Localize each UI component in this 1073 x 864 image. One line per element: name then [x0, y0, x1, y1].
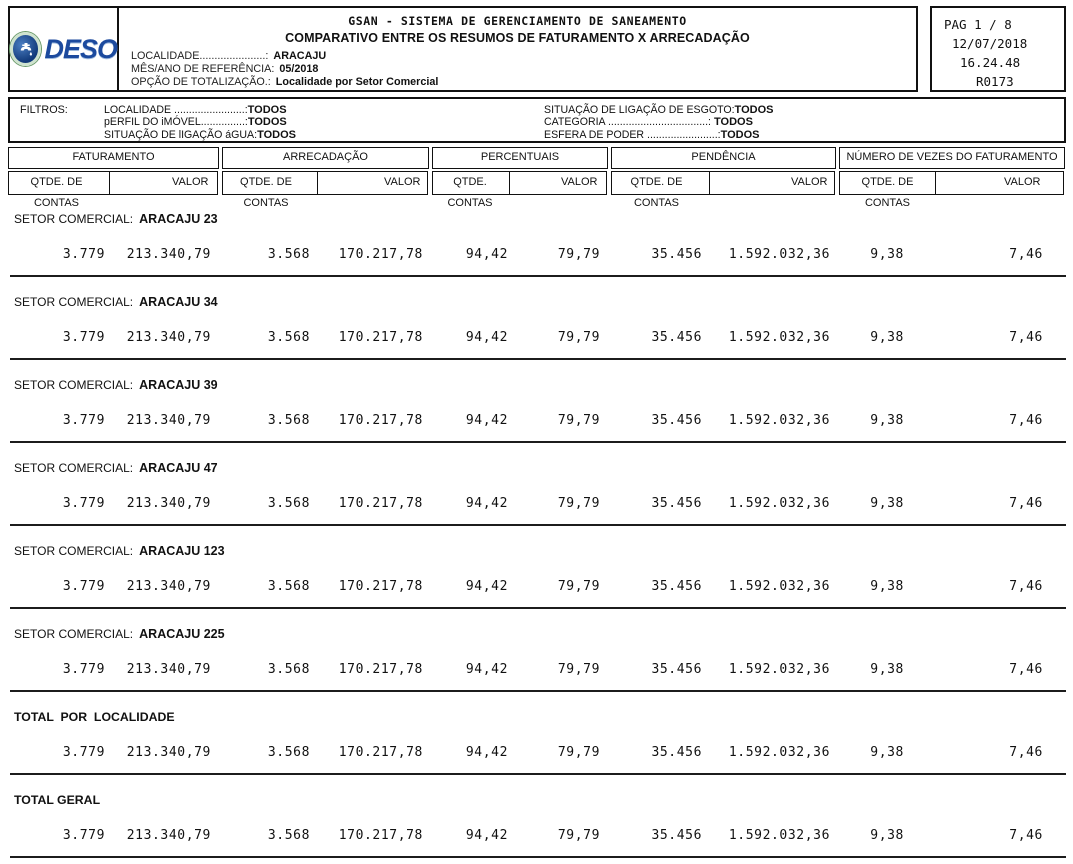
value-cell: 1.592.032,36 — [728, 413, 830, 428]
report-info-line — [131, 76, 916, 89]
column-group-title: FATURAMENTO — [8, 147, 219, 169]
section-divider — [10, 856, 1066, 858]
value-cell: 1.592.032,36 — [728, 745, 830, 760]
section-name: ARACAJU 225 — [139, 627, 225, 641]
value-cell: 3.568 — [267, 247, 310, 262]
filter-line — [544, 116, 1064, 128]
value-cell: 94,42 — [465, 828, 508, 843]
column-header-valor: VALOR — [317, 171, 428, 195]
filters-title: FILTROS: — [20, 104, 68, 116]
value-cell: 213.340,79 — [126, 828, 211, 843]
section-name: ARACAJU 47 — [139, 461, 218, 475]
value-cell: 79,79 — [557, 579, 600, 594]
header-center — [119, 8, 916, 90]
value-cell: 9,38 — [870, 330, 904, 345]
data-row — [8, 579, 1073, 595]
value-cell: 7,46 — [1009, 496, 1043, 511]
info-value: Localidade por Setor Comercial — [275, 76, 439, 89]
column-subheader-row — [222, 171, 429, 209]
value-cell: 3.568 — [267, 662, 310, 677]
value-cell: 1.592.032,36 — [728, 828, 830, 843]
value-cell: 3.779 — [62, 828, 105, 843]
column-header-valor: VALOR — [509, 171, 607, 195]
column-group — [8, 147, 219, 209]
info-label: MÊS/ANO DE REFERÊNCIA: — [131, 63, 275, 76]
value-cell: 35.456 — [651, 496, 702, 511]
info-label: LOCALIDADE......................: — [131, 50, 269, 62]
value-cell: 79,79 — [557, 247, 600, 262]
column-group-title: ARRECADAÇÃO — [222, 147, 429, 169]
filter-value: TODOS — [247, 104, 287, 116]
header-main-box — [8, 6, 918, 92]
section-label: TOTAL GERAL — [14, 793, 101, 807]
value-cell: 7,46 — [1009, 330, 1043, 345]
section-label: SETOR COMERCIAL: ARACAJU 123 — [14, 544, 225, 558]
water-faucet-icon — [10, 32, 41, 66]
section-name: ARACAJU 34 — [139, 295, 218, 309]
column-group — [432, 147, 608, 209]
value-cell: 170.217,78 — [338, 579, 423, 594]
filters-right-column — [544, 104, 1064, 141]
value-cell: 3.568 — [267, 330, 310, 345]
value-cell: 35.456 — [651, 330, 702, 345]
value-cell: 9,38 — [870, 413, 904, 428]
report-section — [0, 362, 1073, 445]
column-header-valor: VALOR — [935, 171, 1064, 195]
filter-label: ESFERA DE PODER ........................: — [544, 128, 721, 141]
value-cell: 3.779 — [62, 579, 105, 594]
value-cell: 79,79 — [557, 330, 600, 345]
section-name: ARACAJU 39 — [139, 378, 218, 392]
report-title: COMPARATIVO ENTRE OS RESUMOS DE FATURAMENTO X ARRECADAÇÃO — [285, 31, 750, 45]
report-section — [0, 528, 1073, 611]
value-cell: 35.456 — [651, 662, 702, 677]
column-header-qtde: QTDE. DE CONTAS — [611, 171, 710, 195]
value-cell: 35.456 — [651, 745, 702, 760]
value-cell: 94,42 — [465, 247, 508, 262]
filter-value: TODOS — [257, 128, 296, 141]
report-section — [0, 694, 1073, 777]
value-cell: 213.340,79 — [126, 745, 211, 760]
section-divider — [10, 690, 1066, 692]
value-cell: 1.592.032,36 — [728, 662, 830, 677]
filter-value: TODOS — [734, 104, 774, 116]
section-label: SETOR COMERCIAL: ARACAJU 225 — [14, 627, 225, 641]
value-cell: 213.340,79 — [126, 330, 211, 345]
value-cell: 3.779 — [62, 413, 105, 428]
value-cell: 94,42 — [465, 330, 508, 345]
section-divider — [10, 524, 1066, 526]
value-cell: 3.779 — [62, 745, 105, 760]
value-cell: 3.779 — [62, 496, 105, 511]
filter-value: TODOS — [247, 116, 287, 129]
column-group-title: PERCENTUAIS — [432, 147, 608, 169]
value-cell: 1.592.032,36 — [728, 330, 830, 345]
value-cell: 94,42 — [465, 413, 508, 428]
section-label: SETOR COMERCIAL: ARACAJU 23 — [14, 212, 218, 226]
report-time: 16.24.48 — [960, 55, 1021, 70]
value-cell: 35.456 — [651, 247, 702, 262]
filters-left-column — [104, 104, 544, 141]
filter-label: pERFIL DO iMÓVEL...............: — [104, 116, 248, 129]
data-row — [8, 330, 1073, 346]
value-cell: 170.217,78 — [338, 662, 423, 677]
value-cell: 94,42 — [465, 579, 508, 594]
column-group-title: PENDÊNCIA — [611, 147, 836, 169]
section-label: SETOR COMERCIAL: ARACAJU 39 — [14, 378, 218, 392]
filter-label: CATEGORIA ..................................: — [544, 116, 711, 129]
column-header-qtde: QTDE. DE CONTAS — [839, 171, 936, 195]
deso-logo — [10, 8, 119, 90]
value-cell: 213.340,79 — [126, 662, 211, 677]
section-divider — [10, 773, 1066, 775]
filters-panel — [8, 97, 1066, 143]
value-cell: 79,79 — [557, 413, 600, 428]
value-cell: 1.592.032,36 — [728, 579, 830, 594]
value-cell: 170.217,78 — [338, 745, 423, 760]
section-label: TOTAL POR LOCALIDADE — [14, 710, 175, 724]
column-group — [839, 147, 1065, 209]
logo-text: DESO — [44, 33, 117, 64]
value-cell: 7,46 — [1009, 247, 1043, 262]
value-cell: 94,42 — [465, 496, 508, 511]
value-cell: 170.217,78 — [338, 247, 423, 262]
report-sections — [0, 196, 1073, 860]
section-divider — [10, 441, 1066, 443]
value-cell: 3.568 — [267, 413, 310, 428]
section-name: ARACAJU 123 — [139, 544, 225, 558]
column-group — [611, 147, 836, 209]
value-cell: 213.340,79 — [126, 496, 211, 511]
filter-line — [104, 116, 544, 128]
value-cell: 7,46 — [1009, 662, 1043, 677]
value-cell: 3.779 — [62, 662, 105, 677]
value-cell: 7,46 — [1009, 413, 1043, 428]
filter-label: SITUAÇÃO DE LIGAÇÃO DE ESGOTO: — [544, 104, 735, 116]
report-header — [8, 6, 1066, 92]
report-info-line — [131, 63, 916, 76]
value-cell: 94,42 — [465, 662, 508, 677]
column-header-qtde: QTDE. DE CONTAS — [222, 171, 318, 195]
info-value: ARACAJU — [273, 50, 327, 62]
section-divider — [10, 275, 1066, 277]
column-group — [222, 147, 429, 209]
filter-label: LOCALIDADE ........................: — [104, 104, 248, 116]
filter-value: TODOS — [720, 128, 760, 141]
report-date: 12/07/2018 — [952, 36, 1028, 51]
table-header — [8, 147, 1065, 209]
filter-label: SITUAÇÃO DE lIGAÇÃO áGUA: — [104, 128, 258, 141]
value-cell: 170.217,78 — [338, 496, 423, 511]
report-info-lines — [131, 50, 916, 90]
section-label: SETOR COMERCIAL: ARACAJU 47 — [14, 461, 218, 475]
value-cell: 79,79 — [557, 496, 600, 511]
value-cell: 94,42 — [465, 745, 508, 760]
value-cell: 3.779 — [62, 330, 105, 345]
value-cell: 79,79 — [557, 662, 600, 677]
page-number: PAG 1 / 8 — [944, 17, 1012, 32]
value-cell: 35.456 — [651, 828, 702, 843]
value-cell: 7,46 — [1009, 745, 1043, 760]
data-row — [8, 828, 1073, 844]
section-name: ARACAJU 23 — [139, 212, 218, 226]
section-divider — [10, 358, 1066, 360]
value-cell: 7,46 — [1009, 828, 1043, 843]
section-divider — [10, 607, 1066, 609]
value-cell: 9,38 — [870, 745, 904, 760]
column-subheader-row — [432, 171, 608, 209]
value-cell: 9,38 — [870, 828, 904, 843]
data-row — [8, 247, 1073, 263]
value-cell: 79,79 — [557, 828, 600, 843]
filter-line — [104, 104, 544, 116]
value-cell: 213.340,79 — [126, 247, 211, 262]
value-cell: 170.217,78 — [338, 413, 423, 428]
value-cell: 3.779 — [62, 247, 105, 262]
page-info-box — [930, 6, 1066, 92]
column-subheader-row — [839, 171, 1065, 209]
column-header-qtde: QTDE. DE CONTAS — [8, 171, 110, 195]
value-cell: 3.568 — [267, 496, 310, 511]
value-cell: 3.568 — [267, 579, 310, 594]
column-group-title: NÚMERO DE VEZES DO FATURAMENTO — [839, 147, 1065, 169]
report-section — [0, 196, 1073, 279]
column-header-valor: VALOR — [709, 171, 835, 195]
filter-value: TODOS — [714, 116, 753, 129]
value-cell: 170.217,78 — [338, 828, 423, 843]
value-cell: 170.217,78 — [338, 330, 423, 345]
value-cell: 9,38 — [870, 579, 904, 594]
value-cell: 3.568 — [267, 745, 310, 760]
column-subheader-row — [8, 171, 219, 209]
value-cell: 7,46 — [1009, 579, 1043, 594]
filter-line — [544, 104, 1064, 116]
value-cell: 1.592.032,36 — [728, 247, 830, 262]
report-section — [0, 777, 1073, 860]
data-row — [8, 745, 1073, 761]
report-section — [0, 279, 1073, 362]
report-code: R0173 — [976, 74, 1014, 89]
filter-line — [544, 129, 1064, 141]
report-section — [0, 611, 1073, 694]
value-cell: 35.456 — [651, 579, 702, 594]
column-subheader-row — [611, 171, 836, 209]
info-value: 05/2018 — [279, 63, 319, 76]
value-cell: 79,79 — [557, 745, 600, 760]
filter-line — [104, 129, 544, 141]
data-row — [8, 413, 1073, 429]
section-label: SETOR COMERCIAL: ARACAJU 34 — [14, 295, 218, 309]
column-header-valor: VALOR — [109, 171, 218, 195]
value-cell: 9,38 — [870, 496, 904, 511]
report-section — [0, 445, 1073, 528]
value-cell: 35.456 — [651, 413, 702, 428]
value-cell: 3.568 — [267, 828, 310, 843]
data-row — [8, 662, 1073, 678]
value-cell: 1.592.032,36 — [728, 496, 830, 511]
column-header-qtde: QTDE. CONTAS — [432, 171, 510, 195]
data-row — [8, 496, 1073, 512]
report-info-line — [131, 50, 916, 63]
system-title: GSAN - SISTEMA DE GERENCIAMENTO DE SANEAMENTO — [348, 14, 687, 28]
value-cell: 9,38 — [870, 662, 904, 677]
value-cell: 9,38 — [870, 247, 904, 262]
info-label: OPÇÃO DE TOTALIZAÇÃO.: — [131, 76, 271, 89]
value-cell: 213.340,79 — [126, 579, 211, 594]
value-cell: 213.340,79 — [126, 413, 211, 428]
